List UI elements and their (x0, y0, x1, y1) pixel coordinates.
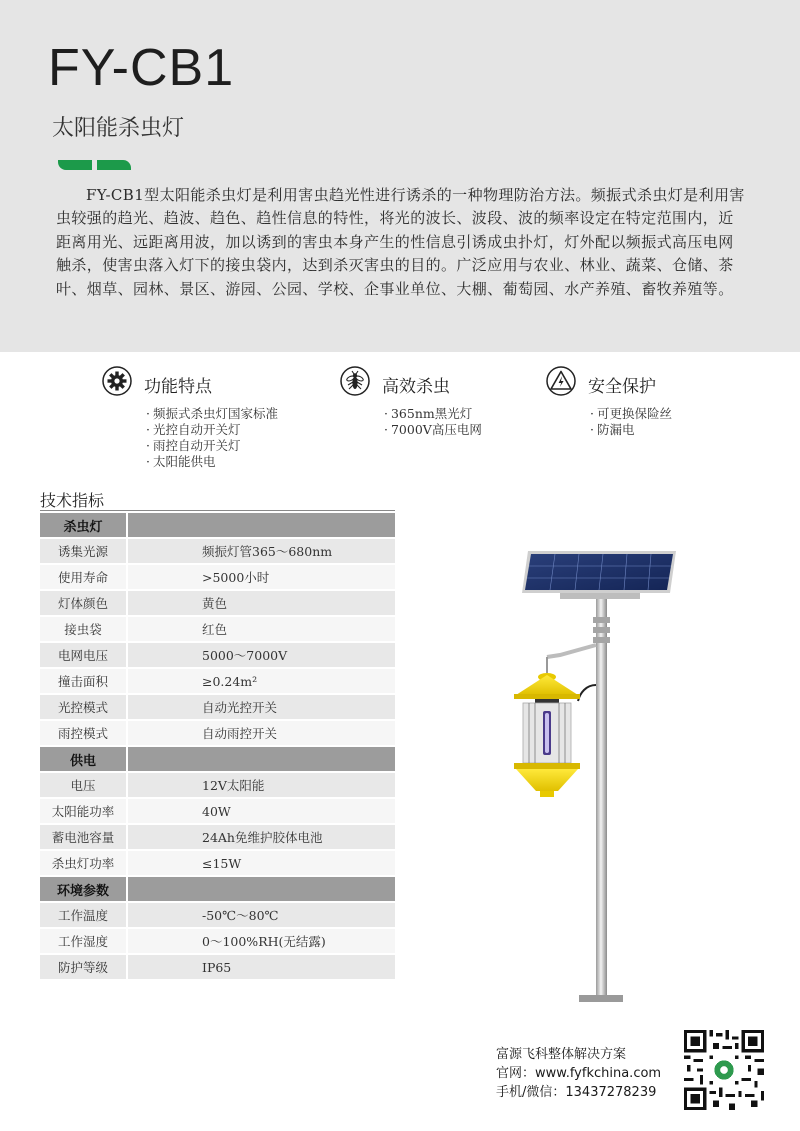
feature-list (590, 406, 672, 438)
spec-key: 诱集光源 (40, 538, 127, 564)
company-phone: 手机/微信：13437278239 (496, 1085, 657, 1100)
table-row (40, 642, 395, 668)
list-item: · 频振式杀虫灯国家标准 (146, 406, 278, 422)
table-row (40, 564, 395, 590)
table-row (40, 928, 395, 954)
spec-value: 40W (127, 798, 395, 824)
warning-icon (546, 366, 576, 396)
feature-title: 功能特点 (144, 377, 212, 397)
solar-insect-lamp-image (500, 545, 700, 1015)
table-row (40, 798, 395, 824)
table-row (40, 850, 395, 876)
list-item: · 雨控自动开关灯 (146, 438, 278, 454)
spec-key: 电压 (40, 772, 127, 798)
table-row (40, 616, 395, 642)
table-section-row (40, 876, 395, 902)
spec-key: 杀虫灯功率 (40, 850, 127, 876)
spec-value: >5000小时 (127, 564, 395, 590)
spec-key: 灯体颜色 (40, 590, 127, 616)
company-name: 富源飞科整体解决方案 (496, 1047, 627, 1062)
feature-list (146, 406, 278, 470)
spec-key: 工作湿度 (40, 928, 127, 954)
qr-code-icon (684, 1030, 764, 1110)
spec-value: 频振灯管365～680nm (127, 538, 395, 564)
spec-key: 接虫袋 (40, 616, 127, 642)
spec-key: 蓄电池容量 (40, 824, 127, 850)
spec-value: 黄色 (127, 590, 395, 616)
spec-value: 5000～7000V (127, 642, 395, 668)
spec-key: 光控模式 (40, 694, 127, 720)
list-item: · 7000V高压电网 (384, 422, 482, 438)
section-label: 供电 (40, 746, 127, 772)
table-row (40, 694, 395, 720)
spec-key: 防护等级 (40, 954, 127, 980)
spec-value: ≥0.24m² (127, 668, 395, 694)
accent-bar-right (97, 160, 131, 170)
table-row (40, 538, 395, 564)
table-row (40, 720, 395, 746)
spec-value: 24Ah免维护胶体电池 (127, 824, 395, 850)
company-info (496, 1045, 661, 1102)
list-item: · 365nm黑光灯 (384, 406, 482, 422)
spec-value: 0～100%RH(无结露) (127, 928, 395, 954)
spec-key: 工作温度 (40, 902, 127, 928)
spec-value: -50℃～80℃ (127, 902, 395, 928)
section-label: 杀虫灯 (40, 513, 127, 538)
spec-key: 雨控模式 (40, 720, 127, 746)
table-section-row (40, 513, 395, 538)
gear-icon (102, 366, 132, 396)
table-row (40, 954, 395, 980)
list-item: · 防漏电 (590, 422, 672, 438)
table-row (40, 902, 395, 928)
spec-value: ≤15W (127, 850, 395, 876)
list-item: · 光控自动开关灯 (146, 422, 278, 438)
spec-value: 红色 (127, 616, 395, 642)
table-row (40, 772, 395, 798)
section-label: 环境参数 (40, 876, 127, 902)
accent-bar-left (58, 160, 92, 170)
spec-key: 撞击面积 (40, 668, 127, 694)
feature-list (384, 406, 482, 438)
spec-value: 自动光控开关 (127, 694, 395, 720)
company-website[interactable]: 官网：www.fyfkchina.com (496, 1066, 662, 1081)
specs-title: 技术指标 (40, 491, 105, 510)
list-item: · 可更换保险丝 (590, 406, 672, 422)
specs-table (40, 513, 395, 981)
feature-title: 高效杀虫 (382, 377, 450, 397)
spec-key: 太阳能功率 (40, 798, 127, 824)
table-section-row (40, 746, 395, 772)
spec-value: IP65 (127, 954, 395, 980)
list-item: · 太阳能供电 (146, 454, 278, 470)
product-subtitle: 太阳能杀虫灯 (52, 116, 185, 141)
product-description: FY-CB1型太阳能杀虫灯是利用害虫趋光性进行诱杀的一种物理防治方法。频振式杀虫灯是利用害虫较强的趋光、趋波、趋色、趋性信息的特性，将光的波长、波段、波的频率设定在特定范围内，近距离用光、远距离用波，加以诱到的害虫本身产生的性信息引诱成虫扑灯，灯外配以频振式高压电网触杀，使害虫落入灯下的接虫袋内，达到杀灭害虫的目的。广泛应用与农业、林业、蔬菜、仓储、茶叶、烟草、园林、景区、游园、公园、学校、企事业单位、大棚、葡萄园、水产养殖、畜牧养殖等。 (56, 186, 745, 298)
feature-title: 安全保护 (588, 377, 656, 397)
specs-divider (40, 510, 395, 511)
table-row (40, 590, 395, 616)
product-model: FY-CB1 (48, 39, 235, 97)
spec-key: 电网电压 (40, 642, 127, 668)
insect-icon (340, 366, 370, 396)
header-panel (0, 0, 800, 352)
spec-value: 自动雨控开关 (127, 720, 395, 746)
spec-value: 12V太阳能 (127, 772, 395, 798)
table-row (40, 668, 395, 694)
spec-key: 使用寿命 (40, 564, 127, 590)
table-row (40, 824, 395, 850)
